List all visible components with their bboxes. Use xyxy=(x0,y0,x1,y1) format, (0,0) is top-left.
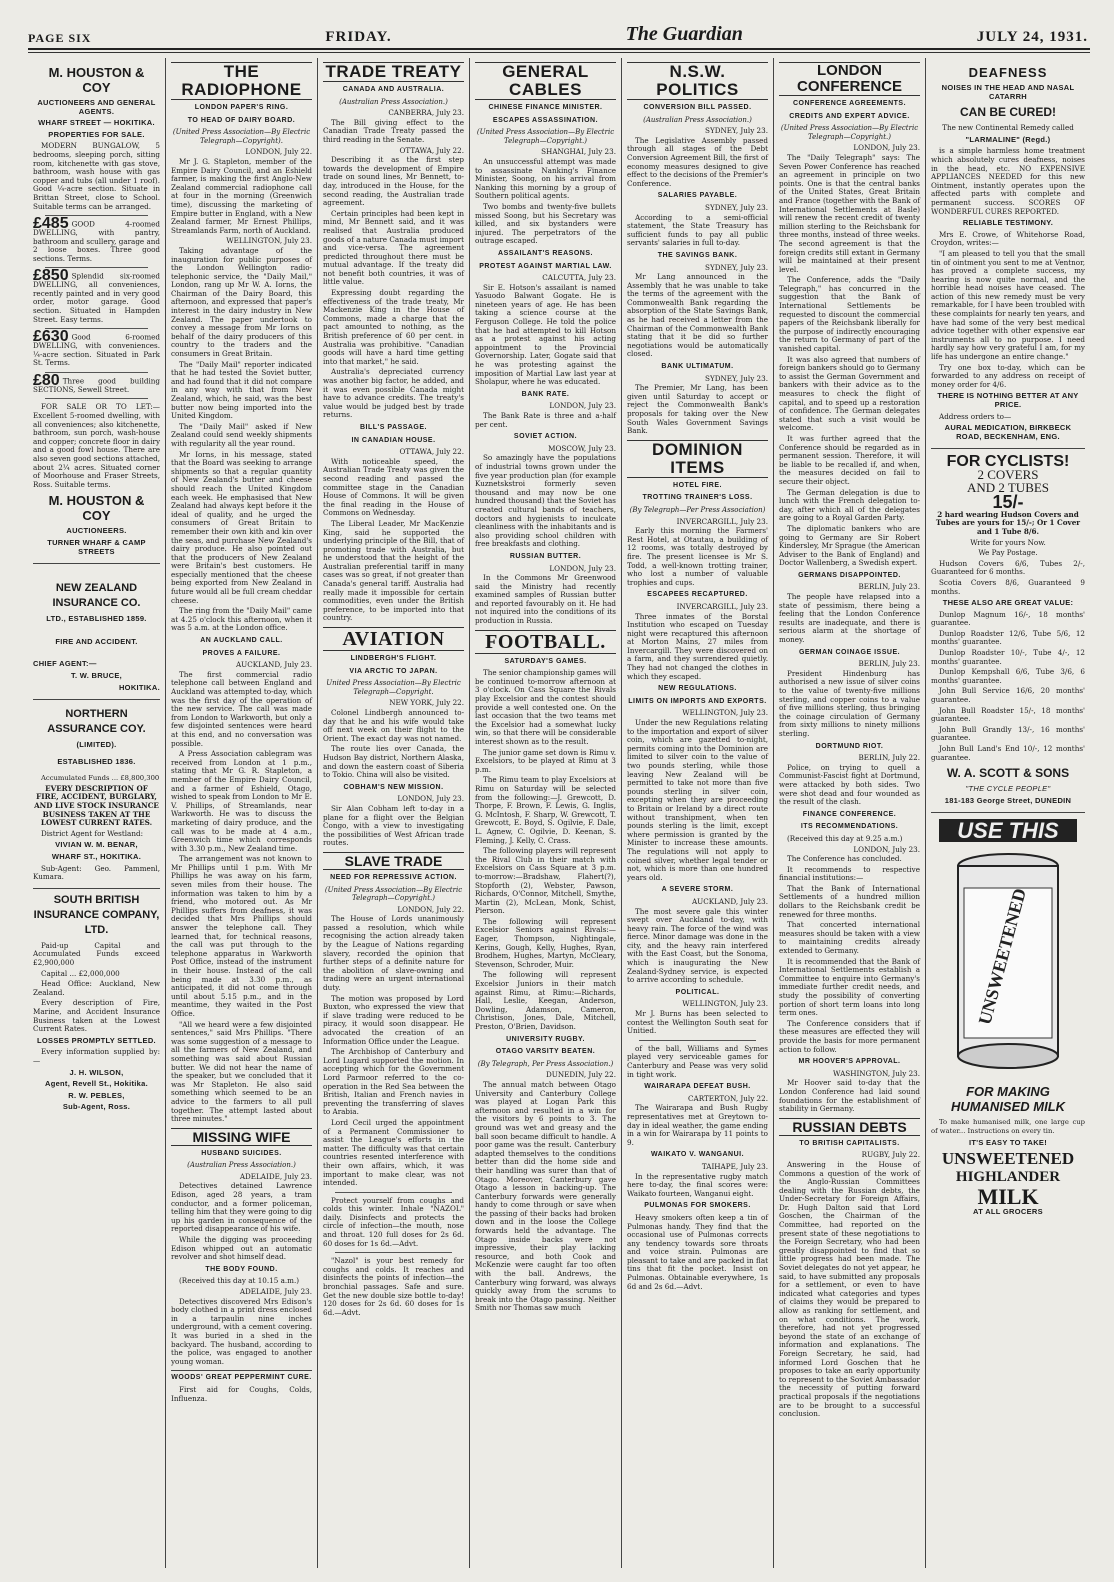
paragraph: The junior game set down is Rimu v. Excelsiors, to be played at Rimu at 3 p.m. xyxy=(475,747,616,774)
agent-wilson-address: Agent, Revell St., Hokitika. xyxy=(44,1079,148,1089)
dateline: WELLINGTON, July 23. xyxy=(226,236,312,246)
dateline: SYDNEY, July 23. xyxy=(705,202,768,212)
paragraph: Lord Cecil urged the appointment of a Permanent Commissioner to assist the League's efforts in the matter. The difficulty was that certain countries resented interference with their own affairs, which, it was important to make clear, was not intended. xyxy=(323,1117,464,1188)
scott-sons: W. A. SCOTT & SONS xyxy=(946,766,1070,781)
dateline: BERLIN, July 23. xyxy=(858,659,920,669)
dateline: TAIHAPE, July 23. xyxy=(701,1161,768,1171)
paragraph: Mr J. Burns has been selected to contest the Wellington South seat for Unitied. xyxy=(627,1009,768,1036)
price-850: £850 xyxy=(33,267,69,285)
tyre-item: John Bull Land's End 10/-, 12 months' guarantee. xyxy=(931,744,1085,762)
paragraph: President Hindenburg has authorised a new issue of silver coins to the value of twenty-five millions sterling, and copper coins to a value of five millions sterling, thus bringing the coinage circulation of Germany from sixty millions to ninety millions sterling. xyxy=(779,668,920,738)
properties-heading: PROPERTIES FOR SALE. xyxy=(48,129,145,139)
paragraph: Mr Lang announced in the Assembly that he was unable to take the terms of the agreement with the Commonwealth Bank regarding the absorption of the State Savings Bank, as he had received a letter from the Chairman of the Commonwealth Bank stating that it be did so further negotiations would be automatically closed. xyxy=(627,272,768,359)
paragraph: Detectives detained Lawrence Edison, aged 28 years, a tram conductor, and a former policeman, telling him that they were going to dig up his garden in consequence of the reported disappearance of his wife. xyxy=(171,1181,312,1234)
cyclists-price: 15/- xyxy=(992,492,1024,513)
paragraph: The Conference has concluded. xyxy=(787,854,902,864)
deafness-cured: CAN BE CURED! xyxy=(960,105,1056,120)
germans-disappointed-sub: GERMANS DISAPPOINTED. xyxy=(798,571,901,579)
auckland-call-sub: AN AUCKLAND CALL. xyxy=(200,637,283,645)
two-covers: 2 COVERS xyxy=(977,466,1039,482)
dateline: INVERCARGILL, July 23. xyxy=(676,516,768,526)
paragraph: Sir E. Hotson's assailant is named Yasuodo Balwant Gogate. He is nineteen years of age. He has been taking a science course at the Ferguson College. He told the police that he had attempted to kill Hotson as a protest against his acting appointment to the Provincial Governorship. Later, Gogate said that he was protesting against the imposition of Martial Law last year at Sholapur, where he was educated. xyxy=(475,282,616,387)
turner-wharf: TURNER WHARF & CAMP STREETS xyxy=(47,537,146,556)
nz-insurance-ad xyxy=(33,564,160,700)
lindbergh-sub: LINDBERGH'S FLIGHT. xyxy=(350,655,437,663)
tyre-item: John Bull Grandly 13/-, 16 months' guarantee. xyxy=(931,724,1085,743)
column-trade-treaty xyxy=(318,58,470,1568)
dateline: ADELAIDE, July 23. xyxy=(239,1287,312,1296)
slave-trade-credit: (United Press Association—By Electric Telegraph—Copyright.) xyxy=(324,885,463,903)
cyclists-offer: 2 hard wearing Hudson Covers and Tubes are yours for 15/-; Or 1 Cover and 1 Tube 8/6. xyxy=(935,509,1081,536)
cycle-people: "THE CYCLE PEOPLE" xyxy=(965,784,1051,794)
assassination-sub: ESCAPES ASSASSINATION. xyxy=(492,116,599,124)
deafness-remedy: The new Continental Remedy called xyxy=(942,123,1074,133)
dateline: WELLINGTON, July 23. xyxy=(682,708,768,718)
paragraph: An unsuccessful attempt was made to assassinate Nanking's Finance Minister, Soong, on his arrival from Nanking this morning by a group of Southern political agents. xyxy=(475,156,616,201)
sub-agent: Sub-Agent: Geo. Pammenl, Kumara. xyxy=(33,863,160,882)
repressive-action-sub: NEED FOR REPRESSIVE ACTION. xyxy=(330,873,457,881)
column-classifieds xyxy=(28,58,166,1568)
saturday-games-sub: SATURDAY'S GAMES. xyxy=(504,657,587,665)
paragraph: Australia's depreciated currency was another big factor, he added, and it was even possible Canada might have to advance credits. The treaty's value would be judged best by trade returns. xyxy=(323,367,464,420)
paragraph: It is recommended that the Bank of International Settlements establish a Committee to enquire into Germany's immediate further credit needs, and study the possibility of converting portion of short term loans into long term ones. xyxy=(779,956,920,1018)
paragraph: The Conference considers that if these measures are effected they will provide the basis for more permanent action to follow. xyxy=(779,1018,920,1054)
page-date: JULY 24, 1931. xyxy=(976,29,1088,45)
northern-assurance-ad xyxy=(33,700,160,889)
paragraph: Describing it as the first step towards the development of Empire trade on sound lines, Mr Bennett, to-day, introduced in the House, for the second reading, the Australian trade agreement. xyxy=(323,155,464,208)
nz-insurance-established: LTD., ESTABLISHED 1859. xyxy=(46,614,147,624)
dateline: LONDON, July 22. xyxy=(245,147,312,157)
paragraph: Answering in the House of Commons a question of the work of the Anglo-Russian Committees dealing with the Russian debts, the Under-Secretary for Foreign Affairs, Dr. Hugh Dalton said that Lord Goschen, the Chairman of the Committee, had reported on the present state of these negotiations to the Foreign Secretary, who had been greatly disappointed to find that so little progress had been made. The Soviet delegates do not yet appear, he said, to have submitted any proposals for a settlement, or even to have indicated what categories and types of claims they would be prepared to allow as ranking for settlement, and on what conditions. The work, therefore, had not yet progressed beyond the state of an exchange of information and explanations. The Foreign Secretary, he said, had informed Lord Goschen that he proposes to take an early opportunity to represent to the Soviet Ambassador the necessity of putting forward practical proposals if the negotiations are to be brought to a successful conclusion. xyxy=(779,1159,920,1419)
slave-trade-heading: SLAVE TRADE xyxy=(323,852,464,870)
tyre-item: John Bull Service 16/6, 20 months' guarantee. xyxy=(931,686,1085,705)
paragraph: The Rimu team to play Excelsiors at Rimu on Saturday will be selected from the following:—J. Grewcott, D. Thorpe, F. Brown, F. Lewis, G. Inglis, G. McIntosh, F. Sharp, W. Grewcott, T. Grewcott, E. Boyd, S. Ogilvie, F. Dale, L. Agnew, C. Ogilvie, D. Keenan, S. Fleming, J. Kelly, C. Crass. xyxy=(475,775,616,845)
paragraph: With noticeable speed, the Australian Trade Treaty was given the second reading and passed the committee stage in the Canadian House of Commons. It will be given the final reading in the House of Commons on Wednesday. xyxy=(323,456,464,518)
paragraph: In the Commons Mr Greenwood said the Ministry had recently examined samples of Russian butter and reported favourably on it. He had not inquired into the conditions of its production in Russia. xyxy=(475,573,616,626)
dateline: LONDON, July 23. xyxy=(549,401,616,411)
paragraph: That concerted international measures should be taken with a view to maintaining credits already extended to Germany. xyxy=(779,920,920,956)
otago-beaten-sub: OTAGO VARSITY BEATEN. xyxy=(495,1048,596,1056)
paragraph: The Premier, Mr Lang, has been given until Saturday to accept or reject the Commonwealth Bank's proposals for taking over the New South Wales Government Savings Bank. xyxy=(627,383,768,436)
paragraph: The "Daily Mail" asked if New Zealand could send weekly shipments with regularity all the year round. xyxy=(171,421,312,448)
paragraph: The ring from the "Daily Mail" came at 4.25 o'clock this afternoon, when it was 5 a.m. at the London office. xyxy=(171,606,312,633)
dominion-items-heading: DOMINION ITEMS xyxy=(627,440,768,478)
agent-peebles-address: Sub-Agent, Ross. xyxy=(62,1102,131,1112)
header-rule-thin xyxy=(28,52,1090,53)
scotia-covers: Scotia Covers 8/6, Guaranteed 9 months. xyxy=(931,577,1085,596)
dateline: AUCKLAND, July 23. xyxy=(691,896,768,906)
header-rule xyxy=(28,48,1090,50)
all-grocers: AT ALL GROCERS xyxy=(973,1207,1043,1217)
page-header xyxy=(28,24,1088,46)
write-now: Write for yours Now. xyxy=(970,537,1046,547)
houston-title-2: M. HOUSTON & COY xyxy=(48,493,145,524)
hudson-covers: Hudson Covers 6/6, Tubes 2/-, Guaranteed for 6 months. xyxy=(931,558,1085,577)
finance-conference-sub: FINANCE CONFERENCE. xyxy=(802,810,897,818)
paragraph: Detectives discovered Mrs Edison's body clothed in a print dress enclosed in a tarpaulin nine inches underground, with a cement covering. It was buried in a shed in the backyard. The husband, according to the police, was engaged to another young woman. xyxy=(171,1296,312,1366)
martial-law-sub: PROTEST AGAINST MARTIAL LAW. xyxy=(479,262,612,270)
column-nsw-politics xyxy=(622,58,774,1568)
price-485: £485 xyxy=(33,215,69,233)
paragraph: Early this morning the Farmers' Rest Hotel, at Otautau, a building of 12 rooms, was totally destroyed by fire. The present licensee is Mr S. Todd, a well-known trotting trainer, who lost a number of valuable trophies and cups. xyxy=(627,526,768,587)
failure-sub: PROVES A FAILURE. xyxy=(202,649,281,657)
pulmonas-sub: PULMONAS FOR SMOKERS. xyxy=(644,1202,751,1210)
price-80: £80 xyxy=(33,371,60,389)
trade-treaty-sub: CANADA AND AUSTRALIA. xyxy=(342,86,445,93)
agent-peebles: R. W. PEBLES, xyxy=(68,1090,125,1100)
highlander: HIGHLANDER xyxy=(955,1169,1061,1186)
paragraph: While the digging was proceeding Edison whipped out an automatic revolver and shot himself dead. xyxy=(171,1235,312,1262)
cyclists-ad xyxy=(931,449,1085,813)
agreements-sub: CONFERENCE AGREEMENTS. xyxy=(792,100,907,107)
political-sub: POLITICAL. xyxy=(675,988,720,996)
dateline: LONDON, July 22. xyxy=(397,904,464,914)
address-orders: Address orders to— xyxy=(939,411,1012,421)
deafness-order: Try one box to-day, which can be forwarded to any address on receipt of money order for 4/6. xyxy=(931,362,1085,389)
bank-ultimatum-sub: BANK ULTIMATUM. xyxy=(661,363,734,371)
listing-ross: FOR SALE OR TO LET:—Excellent 5-roomed dwelling, with all conveniences; also kitchenette, bathroom, sun porch, wash-house and copper; concrete floor in dairy and a good fowl house. There are also seven good sections attached, about 2¼ acres. Situated corner of Moorhouse and Fraser Streets, Ross. Suitable terms. xyxy=(33,402,160,489)
listing-80: Three good building SECTIONS, Sewell Street. xyxy=(33,376,160,394)
column-radiophone xyxy=(166,58,318,1568)
rugby-credit: (By Telegraph, Per Press Association.) xyxy=(477,1059,614,1068)
milk-instructions: To make humanised milk, one large cup of water... Instructions on every tin. xyxy=(931,1118,1085,1135)
paragraph: The arrangement was not known to Mr Phillips until 1 p.m. With Mr Phillips he was away on his farm, seven miles from their house. The information was taken to him by a friend, who motored out. As Mr Phillips suffers from deafness, it was decided that Mrs Phillips should answer the telephone call. They learned that, for technical reasons, the call was put through to the telephone apparatus in Warkworth Post Office, instead of the instrument in their house. Instead of the call being made at 3.30 p.m., as anticipated, it did not come through until about 5.15 p.m., and in the meantime, they waited in the Post Office. xyxy=(171,854,312,1018)
salaries-sub: SALARIES PAYABLE. xyxy=(657,192,738,200)
paragraph: "All we heard were a few disjointed sentences," said Mrs Phillips. "There was some suggestion of a message to all the farmers of New Zealand, and something was said about Russian butter. We did not hear the name of the speaker, but we concluded that it was Mr Stapleton. He also said something which seemed to be an advice to the farmers to all pull together. The attempt lasted about three minutes." xyxy=(171,1019,312,1124)
dateline: CARTERTON, July 22. xyxy=(688,1093,768,1103)
russian-butter-sub: RUSSIAN BUTTER. xyxy=(509,552,582,560)
paragraph: The route lies over Canada, the Hudson Bay district, Northern Alaska, and down the eastern coast of Siberia to Tokio. China will also be visited. xyxy=(323,744,464,780)
page-day: FRIDAY. xyxy=(325,29,392,45)
dateline: INVERCARGILL, July 23. xyxy=(676,601,768,611)
northern-title: NORTHERN ASSURANCE COY. xyxy=(47,708,146,736)
general-cables-heading: GENERAL CABLES xyxy=(475,62,616,100)
larmaline: "LARMALINE" (Regd.) xyxy=(965,134,1051,144)
paragraph: The people have relapsed into a state of pessimism, there being a feeling that the London Conference results are inadequate, and there is serious alarm at the shortage of money. xyxy=(779,592,920,645)
aviation-credit: United Press Association—By Electric Telegraph—Copyright. xyxy=(326,679,461,696)
aural-medication: AURAL MEDICATION, BIRKBECK ROAD, BECKENHAM, ENG. xyxy=(944,423,1072,441)
masthead: The Guardian xyxy=(625,23,743,45)
tyre-item: Dunlop Roadster 12/6, Tube 5/6, 12 months' guarantee. xyxy=(931,628,1085,647)
paragraph: Police, on trying to quell a Communist-Fascist fight at Dortmund, were attacked by both sides. Two were shot dead and four wounded as the result of the clash. xyxy=(779,762,920,807)
district-agent-address: WHARF ST., HOKITIKA. xyxy=(51,852,142,862)
houston-address: WHARF STREET — HOKITIKA. xyxy=(38,118,155,128)
football-heading: FOOTBALL. xyxy=(475,630,616,654)
waikato-sub: WAIKATO V. WANGANUI. xyxy=(650,1151,745,1159)
imports-exports-sub: LIMITS ON IMPORTS AND EXPORTS. xyxy=(628,697,767,705)
making-humanised: FOR MAKING HUMANISED MILK xyxy=(950,1084,1066,1115)
paragraph: Taking advantage of the inauguration for public purposes of the London Wellington radio-telephonic service, the "Daily Mail," London, rang up Mr W. A. Iorns, the Chairman of the Dairy Board, this afternoon, and expressed that paper's interest in the dairy industry in New Zealand. The paper undertook to convey a message from Mr Iorns on behalf of the dairy producers of this country to the traders and the consumers in Great Britain. xyxy=(171,245,312,359)
paragraph: So amazingly have the populations of industrial towns grown under the five year production plan (for example Kuznetskstroi formerly seven thousand and may now be one hundred thousand) that the Soviet has created cultural bands of teachers, doctors and hygienists to inculcate cleanliness with the inhabitants and is also providing school children with free breakfasts and clothing. xyxy=(475,453,616,549)
paragraph: That the Bank of International Settlements of a hundred million dollars to the Reichsbank credit be renewed for three months. xyxy=(779,883,920,919)
pay-postage: We Pay Postage. xyxy=(978,548,1038,558)
cables-credit: (United Press Association—By Electric Telegraph—Copyright.) xyxy=(476,128,615,145)
cobham-sub: COBHAM'S NEW MISSION. xyxy=(343,783,444,791)
paragraph: The Conference, adds the "Daily Telegraph," has concurred in the suggestion that the Bank of International Settlements be requested to discount the commercial papers of the Reichsbank liberally for the purpose of indirectly encouraging the return to Germany of part of the vanished capital. xyxy=(779,275,920,354)
deafness-ad xyxy=(931,58,1085,449)
dateline: SYDNEY, July 23. xyxy=(705,126,768,136)
northern-business: EVERY DESCRIPTION OF FIRE, ACCIDENT, BURGLARY, AND LIVE STOCK INSURANCE BUSINESS TAKEN AT THE LOWEST CURRENT RATES. xyxy=(34,783,159,828)
agent-wilson: J. H. WILSON, xyxy=(69,1067,124,1077)
dateline: NEW YORK, July 22. xyxy=(389,698,464,708)
paragraph: Certain principles had been kept in mind, Mr Bennett said, and it was realised that Australia produced goods of a nature Canada must import and vice-versa. The agreement predicted throughout there must be mutual advantage. If the treaty did not benefit both countries, it was of little value. xyxy=(323,208,464,287)
nazol-ad: Protect yourself from coughs and colds this winter. Inhale "NAZOL" daily. Disinfects and protects the circle of infection—the mouth, nose and throat. 120 full doses for 2s 6d. 60 doses for 1s 6d.—Advt. xyxy=(323,1195,464,1248)
chief-agent-town: HOKITIKA. xyxy=(118,682,160,692)
column-general-cables xyxy=(470,58,622,1568)
dateline: DUNEDIN, July 22. xyxy=(546,1070,616,1080)
canadian-house-sub: IN CANADIAN HOUSE. xyxy=(351,436,436,444)
dateline: MOSCOW, July 23. xyxy=(548,443,616,453)
hoover-sub: MR HOOVER'S APPROVAL. xyxy=(798,1058,901,1066)
paragraph: It was further agreed that the Conference should be regarded as in permanent session. Therefore, it will be liable to be recalled if, and when, the measures decided on fail to secure their object. xyxy=(779,433,920,486)
northern-funds: Accumulated Funds ... £8,800,300 xyxy=(41,774,160,783)
dateline: WASHINGTON, July 23. xyxy=(833,1068,920,1078)
radiophone-credit: (United Press Association—By Electric Telegraph—Copyright). xyxy=(172,128,311,145)
listing-bungalow: MODERN BUNGALOW, 5 bedrooms, sleeping porch, sitting room, kitchenette with gas stove, bathroom, wash house with gas copper and tubs (all under 1 roof). Good ¼-acre section. Situate in Brittan Street, close to School. Suitable terms can be arranged. xyxy=(33,141,160,211)
northern-established: ESTABLISHED 1836. xyxy=(57,756,136,766)
auctioneers-label: AUCTIONEERS. xyxy=(66,526,127,536)
suicides-sub: HUSBAND SUICIDES. xyxy=(201,1149,282,1157)
dateline: LONDON, July 23. xyxy=(549,563,616,573)
chief-agent-label: CHIEF AGENT:— xyxy=(33,659,97,669)
dateline: CANBERRA, July 23. xyxy=(388,108,464,118)
arctic-sub: VIA ARCTIC TO JAPAN. xyxy=(349,667,438,675)
paragraph: The following will represent Excelsior Juniors in their match against Rimu, at Rimu:—Richards, Hall, Leslie, Keegan, Anderson, Dowling, Adamson, Cameron, Christison, Jones, Dale, Mitchell, Preston, O'Brien, Davidson. xyxy=(475,970,616,1031)
dateline: LONDON, July 23. xyxy=(397,794,464,804)
credits-sub: CREDITS AND EXPERT ADVICE. xyxy=(789,112,910,120)
paragraph: Mr J. G. Stapleton, member of the Empire Dairy Council, and an Eshield farmer, is making the first Anglo-New Zealand commercial radiophone call at four in the morning (Greenwich time), discussing the marketing of Empire butter in England, with a New Zealand farmer, Mr Ernest Phillips, Streamlands Farm, north of Auckland. xyxy=(171,156,312,235)
nazol-ad-2: "Nazol" is your best remedy for coughs and colds. It reaches and disinfects the points of infection—the bronchial passages. Safe and sure. Get the new double size bottle to-day! 120 doses for 2s 6d. 60 doses for 1s 6d.—Advt. xyxy=(323,1256,464,1317)
listing-485: GOOD 4-roomed DWELLING, with pantry, bathroom and scullery, garage and 2 loose boxes. Three good sections. Terms. xyxy=(33,219,160,263)
university-rugby-sub: UNIVERSITY RUGBY. xyxy=(506,1035,585,1043)
paragraph: Mr Iorns, in his message, stated that the Board was seeking to arrange shipments so that a regular quantity of New Zealand's butter and cheese should reach the United Kingdom each week. He emphasised that New Zealand had always kept before it the ideal of quality, and he urged the consumers of Great Britain to remember their own kith and kin over the seas, and purchase New Zealand's dairy produce. He also pointed out that the producers of New Zealand were Britain's best customers. He especially mentioned that the cheese being exported from New Zealand in future would all be full cream cheddar cheese. xyxy=(171,449,312,605)
paragraph: The motion was proposed by Lord Buxton, who expressed the view that if slave trading were reduced to be piracy, it would soon disappear. He advocated the creation of an Information Office under the League. xyxy=(323,993,464,1046)
bills-passage-sub: BILL'S PASSAGE. xyxy=(360,423,427,431)
conversion-bill-sub: CONVERSION BILL PASSED. xyxy=(643,104,752,111)
two-tubes: AND 2 TUBES xyxy=(966,479,1050,495)
paragraph: The senior championship games will be continued to-morrow afternoon at 3 o'clock. On Cass Square the Rivals play Excelsior and the contest should provide a well contested one. On the last occasion that the two teams met the Excelsior had a somewhat lucky win, so that there will be considerable interest shown as to the result. xyxy=(475,668,616,746)
district-agent-name: VIVIAN W. M. BENAR, xyxy=(55,840,138,850)
radiophone-heading: THE RADIOPHONE xyxy=(171,62,312,100)
paragraph: Sir Alan Cobham left to-day in a plane for a flight over the Belgian Congo, with a view to investigating the possibilities of West African trade routes. xyxy=(323,803,464,848)
missing-wife-heading: MISSING WIFE xyxy=(171,1128,312,1146)
dateline: BERLIN, July 23. xyxy=(858,582,920,592)
listing-850: Splendid six-roomed DWELLING, all conveniences, recently painted and in very good order, motor garage. Good section. Situated in Hampden Street. Easy terms. xyxy=(33,271,160,324)
paragraph: According to a semi-official statement, the State Treasury has sufficient funds to pay all public servants' salaries in full to-day. xyxy=(627,212,768,248)
coinage-sub: GERMAN COINAGE ISSUE. xyxy=(798,648,901,656)
south-british-capital: Capital ... £2,000,000 xyxy=(41,968,120,978)
dateline: SHANGHAI, July 23. xyxy=(541,147,616,157)
dortmund-sub: DORTMUND RIOT. xyxy=(815,742,884,750)
radiophone-sub1: LONDON PAPER'S RING. xyxy=(194,104,289,111)
trainer-loss-sub: TROTTING TRAINER'S LOSS. xyxy=(642,494,753,502)
paragraph: A Press Association cablegram was received from London at 1 p.m., stating that Mr G. R. Stapleton, a member of the Empire Dairy Council, and a farmer of Eshield, Otago, wished to speak from London to Mr E. V. Phillips, of Streamlands, near Warkworth. He was to discuss the marketing of dairy produce, and the call was to be made at 4 a.m., Greenwich time which corresponds with 3.30 p.m., New Zealand time. xyxy=(171,749,312,853)
dateline: CALCUTTA, July 23. xyxy=(542,273,616,283)
paragraph: The Wairarapa and Bush Rugby representatives met at Greytown to-day in ideal weather, the game ending in a win for Wairarapa by 11 points to 9. xyxy=(627,1103,768,1147)
paragraph: (Received this day at 10.15 a.m.) xyxy=(179,1276,300,1286)
paragraph: It was also agreed that numbers of foreign bankers should go to Germany to assist the German Government and bankers with their advice as to the measures to check the flight of capital, and to speed up a restoration of confidence. The German delegates stated that such a visit would be welcome. xyxy=(779,354,920,433)
missing-wife-credit: (Australian Press Association.) xyxy=(187,1161,296,1170)
paragraph: Under the new Regulations relating to the importation and export of silver coin, which are gazetted to-night, permits coming into the Dominion are limited to silver coin to the value of two pounds sterling, while those leaving New Zealand will be permitted to take not more than five pounds sterling in silver coin, excepting when they are proceeding to Britain or Ireland by a direct route without transhipment, when ten pounds sterling is the limit, except where permission is granted by the Minister to increase these amounts. The regulations will not apply to coined silver, whether legal tender or not, which is more than one hundred years old. xyxy=(627,718,768,882)
paragraph: The first commercial radio telephone call between England and Auckland was attempted to-day, which was the first day of the operation of the new service. The call was made from London to Warkworth, but only a few disjointed sentences were heard at this end, and no conversation was possible. xyxy=(171,669,312,748)
trade-treaty-credit: (Australian Press Association.) xyxy=(339,97,448,106)
nz-insurance-title: NEW ZEALAND INSURANCE CO. xyxy=(52,582,141,610)
milk-word: MILK xyxy=(977,1184,1039,1210)
woods-ad-text: First aid for Coughs, Colds, Influenza. xyxy=(171,1384,312,1403)
cyclists-title: FOR CYCLISTS! xyxy=(946,453,1070,471)
dateline: AUCKLAND, July 23. xyxy=(235,660,312,670)
paragraph: The Bank Rate is three and a-half per cent. xyxy=(475,411,616,429)
paragraph: The "Daily Telegraph" says: The Seven Power Conference has reached an agreement in principle on two points. One is that the central banks of the United States, Great Britain and France (together with the Bank of International Settlements at Basle) will renew the recent credit of twenty million sterling to the Reichsbank for three months, instead of three weeks. The second agreement is that the foreign credits still extant in Germany will be maintained at their present level. xyxy=(779,152,920,274)
nsw-politics-heading: N.S.W. POLITICS xyxy=(627,62,768,100)
testimony-writer: Mrs E. Crowe, of Whitehorse Road, Croydon, writes:— xyxy=(931,229,1085,248)
assailant-sub: ASSAILANT'S REASONS. xyxy=(498,249,593,257)
british-capitalists-sub: TO BRITISH CAPITALISTS. xyxy=(799,1139,900,1147)
paragraph: It recommends to respective financial institutions:— xyxy=(779,864,920,883)
dateline: LONDON, July 23. xyxy=(853,844,920,854)
paragraph: The most severe gale this winter swept over Auckland to-day, with heavy rain. The force of the wind was fierce. Minor damage was done in the city, and the heavy rain interfered with the East Coast, but the Sonoma, which is inaugurating the New Zealand-Sydney service, is expected to arrive according to schedule. xyxy=(627,906,768,985)
conference-credit: (United Press Association—By Electric Telegraph—Copyright.) xyxy=(780,124,919,141)
regulations-sub: NEW REGULATIONS. xyxy=(658,685,737,693)
tyre-item: Dunlop Magnum 16/-, 18 months' guarantee. xyxy=(931,609,1085,628)
northern-limited: (LIMITED). xyxy=(76,740,117,750)
radiophone-sub2: TO HEAD OF DAIRY BOARD. xyxy=(187,116,296,124)
south-british-business: Every description of Fire, Marine, and Accident Insurance Business taken at the Lowest Current Rates. xyxy=(33,998,160,1034)
paragraph: The annual match between Otago University and Canterbury College was played at Logan Park this afternoon and resulted in a win for the visitors by 6 points to 3. The ground was wet and greasy and the ball soon became difficult to handle. A poor game was the result. Canterbury adapted themselves to the conditions better than did the home side and their handling was surer than that of Otago. Moreover, Canterbury gave Otago a lesson in backing-up. The Canterbury forwards were generally handy to come through or save when the passing of their backs had broken down and in the loose the College forwards held the advantage. The Otago inside backs were not impressive, their play lacking resource, and both Cook and McKenzie were caught far too often with the ball. Andrews, the Canterbury wing forward, was always quickly away from the scrums to break into the Otago passing. Neither Smith nor Thomas saw much xyxy=(475,1079,616,1313)
paragraph: (Received this day at 9.25 a.m.) xyxy=(787,833,903,843)
paragraph: Colonel Lindbergh announced to-day that he and his wife would take off next week on their flight to the Orient. The exact day was not named. xyxy=(323,708,464,743)
paragraph: The following players will represent the Rival Club in their match with Excelsiors on Cass Square at 3 p.m. to-morrow:—Bradshaw, Flahert(?), Stopforth (2), Webster, Pawson, Richards, O'Connor, Mitchell, Smythe, Martin (2), McLean, Monk, Schist, Pierson. xyxy=(475,846,616,916)
milk-ad xyxy=(931,819,1085,1216)
savings-bank-sub: THE SAVINGS BANK. xyxy=(657,251,738,259)
paragraph: The diplomatic bankers who are going to Germany are Sir Robert Kindersley, Mr Sprague (the American Adviser to the Bank of England) and Doctor Wallenberg, a Swedish expert. xyxy=(779,523,920,568)
dateline: OTTAWA, July 22. xyxy=(399,447,464,457)
paragraph: The Liberal Leader, Mr MacKenzie King, said he supported the underlying principle of the Bill, that of promoting trade with Australia, but he understood that the height of the Australian preferential tariff in many cases was so great, if not greater than Canada's general tariff. Australia had really made it impossible for certain commodities, even under the British preference, to be imported into that country. xyxy=(323,518,464,623)
nsw-credit: (Australian Press Association.) xyxy=(643,115,752,124)
information-supplied: Every information supplied by:— xyxy=(33,1047,160,1065)
paragraph: The Legislative Assembly passed through all stages of the Debt Conversion Agreement Bill, the first of economy measures designed to give effect to the decisions of the Premier's Conference. xyxy=(627,135,768,188)
listing-630: Good 6-roomed DWELLING, with conveniences. ¼-acre section. Situated in Park St. Terms. xyxy=(33,332,160,368)
columns xyxy=(28,58,1090,1568)
deafness-noises: NOISES IN THE HEAD AND NASAL CATARRH xyxy=(941,83,1075,101)
tin-label: UNSWEETENED xyxy=(974,886,1030,1028)
russian-debts-heading: RUSSIAN DEBTS xyxy=(779,1118,920,1136)
tyre-item: Dunlop Kempshall 6/6, Tube 3/6, 6 months' guarantee. xyxy=(931,667,1085,685)
deafness-text: is a simple harmless home treatment which absolutely cures deafness, noises in the head, etc. NO EXPENSIVE APPLIANCES NEEDED for this new Ointment, instantly operates upon the affected parts with complete and permanent success. SCORES OF WONDERFUL CURES REPORTED. xyxy=(931,146,1085,216)
wairarapa-sub: WAIRARAPA DEFEAT BUSH. xyxy=(644,1083,751,1091)
chief-agent-name: T. W. BRUCE, xyxy=(70,670,123,680)
woods-ad: WOODS' GREAT PEPPERMINT CURE. xyxy=(171,1370,312,1383)
trade-treaty-heading: TRADE TREATY xyxy=(323,62,464,82)
paragraph: The House of Lords unanimously passed a resolution, which while recognising the action already taken by the League of Nations regarding slavery, recorded the opinion that further steps of a definite nature for the abolition of slave-owning and trading were an urgent international duty. xyxy=(323,914,464,993)
use-this: USE THIS xyxy=(939,819,1077,842)
escapees-sub: ESCAPEES RECAPTURED. xyxy=(647,591,748,599)
dateline: WELLINGTON, July 23. xyxy=(682,999,768,1009)
hotel-fire-sub: HOTEL FIRE. xyxy=(673,481,722,489)
great-value: THESE ALSO ARE GREAT VALUE: xyxy=(942,598,1074,608)
unsweetened: UNSWEETENED xyxy=(941,1149,1075,1169)
bank-rate-sub: BANK RATE. xyxy=(521,390,570,398)
dateline: SYDNEY, July 23. xyxy=(705,373,768,383)
price-630: £630 xyxy=(33,328,69,346)
paragraph: Three inmates of the Borstal Institution who escaped on Tuesday night were recaptured this afternoon at Morton Mains, 27 miles from Invercargill. They were discovered on a farm, and they surrendered quietly. They had not changed the clothes in which they escaped. xyxy=(627,611,768,681)
paragraph: Expressing doubt regarding the effectiveness of the trade treaty, Mr Mackenzie King in the House of Commons, made a charge that the pact amounted to nothing, as the British preference of 60 per cent. in Australia was prohibitive. "Canadian goods will have a hard time getting into that market," he said. xyxy=(323,288,464,366)
south-british-title: SOUTH BRITISH INSURANCE COMPANY, LTD. xyxy=(33,893,160,936)
paragraph: The Bill giving effect to the Canadian Trade Treaty passed the third reading in the Senate. xyxy=(323,117,464,144)
milk-tin-icon xyxy=(947,848,1069,1078)
pulmonas-ad: Heavy smokers often keep a tin of Pulmonas handy. They find that the occasional use of Pulmonas corrects any tendency towards sore throats and voice strain. Pulmonas are pleasant to take and are packed in flat tins that fit the pocket. Insist on Pulmonas. Obtainable everywhere, 1s 6d and 2s 6d.—Advt. xyxy=(627,1212,768,1291)
dateline: BERLIN, July 22. xyxy=(858,753,920,763)
houston-title: M. HOUSTON & COY xyxy=(48,65,145,95)
body-found-sub: THE BODY FOUND. xyxy=(205,1265,278,1273)
paragraph: The "Daily Mail" reporter indicated that he had tested the Soviet butter, and had found that it did not compare in any way with that from New Zealand, which, he said, was the best butter now being imported into the United Kingdom. xyxy=(171,359,312,421)
paragraph: of the ball, Williams and Symes played very serviceable games for Canterbury and Pease was very solid in tight work. xyxy=(627,1043,768,1079)
paragraph: The German delegation is due to lunch with the French delegation to-day, after which all of the delegates are going to a Royal Garden Party. xyxy=(779,487,920,523)
deafness-title: DEAFNESS xyxy=(968,65,1048,80)
dateline: SYDNEY, July 23. xyxy=(705,262,768,272)
nothing-better: THERE IS NOTHING BETTER AT ANY PRICE. xyxy=(937,391,1079,409)
dateline: LONDON, July 23. xyxy=(853,143,920,153)
testimony-label: RELIABLE TESTIMONY. xyxy=(962,218,1054,228)
dateline: RUGBY, July 22. xyxy=(861,1150,920,1160)
district-agent: District Agent for Westland: xyxy=(41,828,143,838)
easy-to-take: IT'S EASY TO TAKE! xyxy=(968,1137,1048,1147)
dateline: ADELAIDE, July 23. xyxy=(239,1171,312,1181)
south-british-head-office: Head Office: Auckland, New Zealand. xyxy=(33,979,160,997)
losses-settled: LOSSES PROMPTLY SETTLED. xyxy=(37,1035,156,1045)
scott-address: 181-183 George Street, DUNEDIN xyxy=(944,795,1072,805)
paragraph: In the representative rugby match here to-day, the final scores were: Waikato fourteen, Wanganui eight. xyxy=(627,1171,768,1198)
page-number: PAGE SIX xyxy=(28,31,92,45)
severe-storm-sub: A SEVERE STORM. xyxy=(661,886,734,894)
south-british-ad xyxy=(33,893,160,1112)
finance-minister-sub: CHINESE FINANCE MINISTER. xyxy=(488,104,603,111)
dateline: OTTAWA, July 22. xyxy=(399,145,464,155)
houston-sub: AUCTIONEERS AND GENERAL AGENTS. xyxy=(37,98,156,116)
paragraph: The Archbishop of Canterbury and Lord Lugard supported the motion. In accepting which for the Government Lord Parmoor referred to the co-operation in the Red Sea between the British, Italian and French navies in preventing the transferring of slaves to Arabia. xyxy=(323,1047,464,1117)
tyre-item: Dunlop Roadster 10/-, Tube 4/-, 12 months' guarantee. xyxy=(931,648,1085,666)
south-british-paidup: Paid-up Capital and Accumulated Funds exceed £2,900,000 xyxy=(33,940,160,967)
tyre-item: John Bull Roadster 15/-, 18 months' guarantee. xyxy=(931,705,1085,724)
london-conference-heading: LONDON CONFERENCE xyxy=(779,62,920,96)
recommendations-sub: ITS RECOMMENDATIONS. xyxy=(800,823,899,831)
testimony-text: "I am pleased to tell you that the small tin of ointment you sent to me at Ventnor, has proved a complete success, my hearing is now quite normal, and the horrible head noises have ceased. The action of this new remedy must be very remarkable, for I have been troubled with these complaints for nearly ten years, and have had some of the very best medical advice together with other expensive ear instruments all to no purpose. I need hardly say how very grateful I am, for my life has undergone an entire change." xyxy=(931,248,1085,362)
fire-accident: FIRE AND ACCIDENT. xyxy=(55,636,138,646)
column-london-conference xyxy=(774,58,926,1568)
paragraph: Mr Hoover said to-day that the London Conference had laid sound foundations for the establishment of stability in Germany. xyxy=(779,1078,920,1114)
houston-ad xyxy=(33,58,160,564)
paragraph: Two bombs and twenty-five bullets missed Soong, but his Secretary was killed, and six bystanders were injured. The perpetrators of the outrage escaped. xyxy=(475,201,616,246)
paragraph: The following will represent Excelsior Seniors against Rivals:—Eager, Thompson, Nightingale, Kerins, Gough, Kelly, Hughes, Ryan, Brodhem, Hughes, Martyn, McCleary, Stevenson, Schroder, Muir. xyxy=(475,916,616,969)
milk-can-illustration xyxy=(947,848,1069,1078)
soviet-action-sub: SOVIET ACTION. xyxy=(513,433,578,441)
dominion-credit: (By Telegraph—Per Press Association) xyxy=(629,505,766,514)
aviation-heading: AVIATION xyxy=(323,627,464,651)
column-ads xyxy=(926,58,1090,1568)
